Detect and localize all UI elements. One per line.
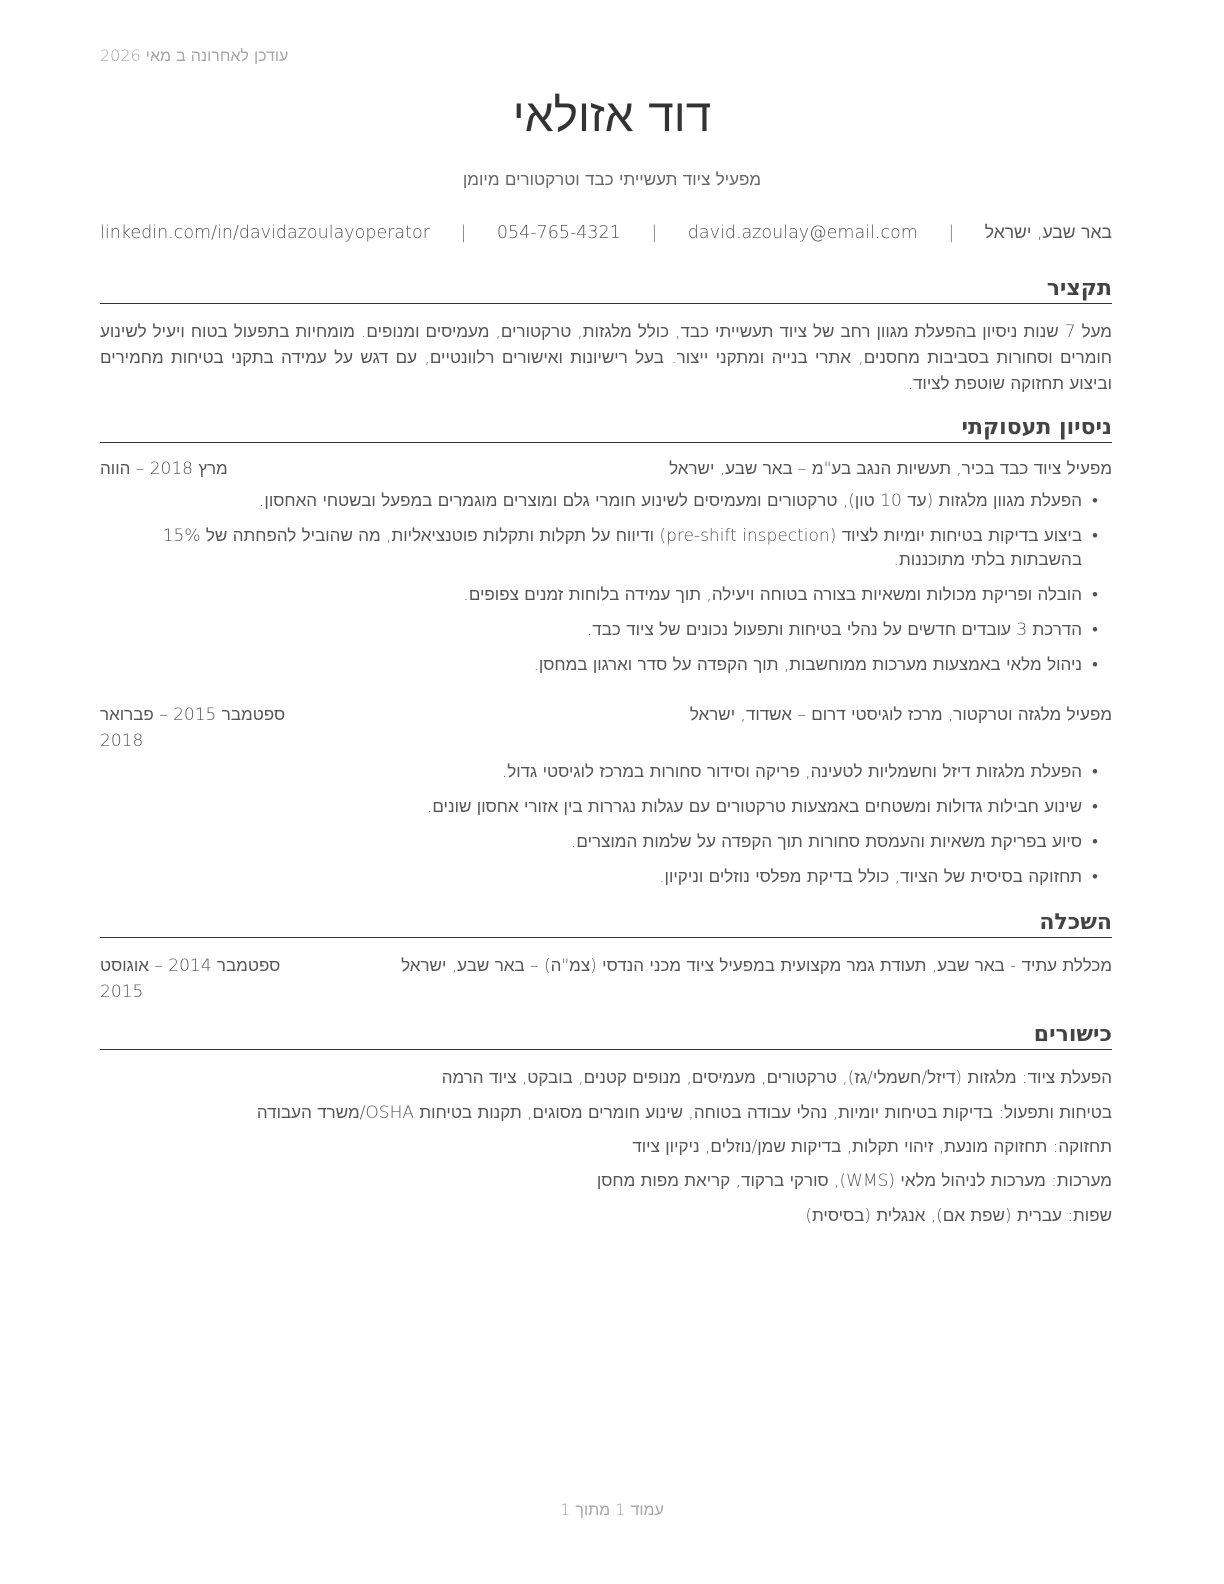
contact-separator: |	[460, 222, 467, 243]
job-bullet: • תחזוקה בסיסית של הציוד, כולל בדיקת מפלסי נוזלים וניקיון.	[100, 865, 1098, 889]
contact-separator: |	[948, 222, 955, 243]
skill-line: הפעלת ציוד: מלגזות (דיזל/חשמלי/גז), טרקטורים, מעמיסים, מנופים קטנים, בובקט, ציוד הרמה	[441, 1068, 1112, 1088]
job-bullet: • ניהול מלאי באמצעות מערכות ממוחשבות, תוך הקפדה על סדר וארגון במחסן.	[100, 653, 1098, 677]
job-bullet: • סיוע בפריקת משאיות והעמסת סחורות תוך הקפדה על שלמות המוצרים.	[100, 830, 1098, 854]
education-entry	[100, 953, 1112, 979]
candidate-name: דוד אזולאי	[512, 88, 712, 142]
contact-line	[100, 222, 1112, 243]
skill-line: בטיחות ותפעול: בדיקות בטיחות יומיות, נהלי עבודה בטוחה, שינוע חומרים מסוגים, תקנות בטיחות OSHA/משרד העבודה	[256, 1103, 1112, 1123]
job-header	[100, 702, 1112, 728]
job-bullet: • הפעלת מגוון מלגזות (עד 10 טון), טרקטורים ומעמיסים לשינוע חומרי גלם ומוצרים מוגמרים במפעל ובשטחי האחסון.	[100, 489, 1098, 513]
summary-text: מעל 7 שנות ניסיון בהפעלת מגוון רחב של ציוד תעשייתי כבד, כולל מלגזות, טרקטורים, מעמיסים ומנופים. מומחיות בתפעול בטוח ויעיל לשינוע חומרים וסחורות בסביבות מחסנים, אתרי בנייה ומתקני ייצור. בעל רישיונות ואישורים רלוונטיים, עם דגש על עמידה בתקני בטיחות מחמירים וביצוע תחזוקה שוטפת לציוד.	[100, 322, 1112, 394]
section-title-education: השכלה	[100, 910, 1112, 938]
education-dates-line: 2015	[100, 982, 144, 1002]
contact-separator: |	[651, 222, 658, 243]
job-dates: מרץ 2018 – הווה	[100, 459, 228, 479]
last-updated-note: עודכן לאחרונה ב מאי 2026	[100, 46, 289, 65]
education-dates-wrap	[100, 979, 1112, 1005]
job-dates-line: 2018	[100, 731, 144, 751]
job-bullet: • הדרכת 3 עובדים חדשים על נהלי בטיחות ותפעול נכונים של ציוד כבד.	[100, 618, 1098, 642]
section-title-summary: תקציר	[100, 276, 1112, 304]
contact-email[interactable]: david.azoulay@email.com	[687, 222, 918, 243]
education-institution: מכללת עתיד - באר שבע, תעודת גמר מקצועית במפעיל ציוד מכני הנדסי (צמ"ה) – באר שבע, ישראל	[401, 956, 1112, 976]
candidate-headline: מפעיל ציוד תעשייתי כבד וטרקטורים מיומן	[462, 170, 762, 190]
contact-location: באר שבע, ישראל	[984, 223, 1112, 243]
job-header	[100, 456, 1112, 482]
education-dates	[100, 953, 334, 979]
page-number: עמוד 1 מתוך 1	[560, 1500, 664, 1519]
education-dates-line: ספטמבר 2014 – אוגוסט	[100, 956, 281, 976]
contact-linkedin[interactable]: linkedin.com/in/davidazoulayoperator	[100, 222, 430, 243]
job-bullet: • שינוע חבילות גדולות ומשטחים באמצעות טרקטורים עם עגלות נגררות בין אזורי אחסון שונים.	[100, 795, 1098, 819]
job-bullet: • ביצוע בדיקות בטיחות יומיות לציוד (pre-shift inspection) ודיווח על תקלות ותקלות פוטנציאליות, מה שהוביל להפחתה של 15% בהשבתות בלתי מתוכננות.	[100, 524, 1098, 572]
job-bullet: • הובלה ופריקת מכולות ומשאיות בצורה בטוחה ויעילה, תוך עמידה בלוחות זמנים צפופים.	[100, 583, 1098, 607]
job-bullets	[100, 489, 1098, 677]
job-title: מפעיל מלגזה וטרקטור, מרכז לוגיסטי דרום – אשדוד, ישראל	[689, 705, 1112, 725]
job-dates-wrap	[100, 728, 1112, 754]
skill-line: מערכות: מערכות לניהול מלאי (WMS), סורקי ברקוד, קריאת מפות מחסן	[596, 1171, 1112, 1191]
skill-line: שפות: עברית (שפת אם), אנגלית (בסיסית)	[805, 1206, 1112, 1226]
job-bullets	[100, 760, 1098, 889]
contact-phone[interactable]: 054-765-4321	[496, 222, 621, 243]
section-title-experience: ניסיון תעסוקתי	[100, 415, 1112, 443]
section-title-skills: כישורים	[100, 1022, 1112, 1050]
job-bullet: • הפעלת מלגזות דיזל וחשמליות לטעינה, פריקה וסידור סחורות במרכז לוגיסטי גדול.	[100, 760, 1098, 784]
skill-line: תחזוקה: תחזוקה מונעת, זיהוי תקלות, בדיקות שמן/נוזלים, ניקיון ציוד	[632, 1137, 1112, 1157]
job-dates-line: ספטמבר 2015 – פברואר	[100, 705, 286, 725]
job-dates	[100, 702, 334, 728]
job-title: מפעיל ציוד כבד בכיר, תעשיות הנגב בע"מ – באר שבע, ישראל	[669, 459, 1112, 479]
